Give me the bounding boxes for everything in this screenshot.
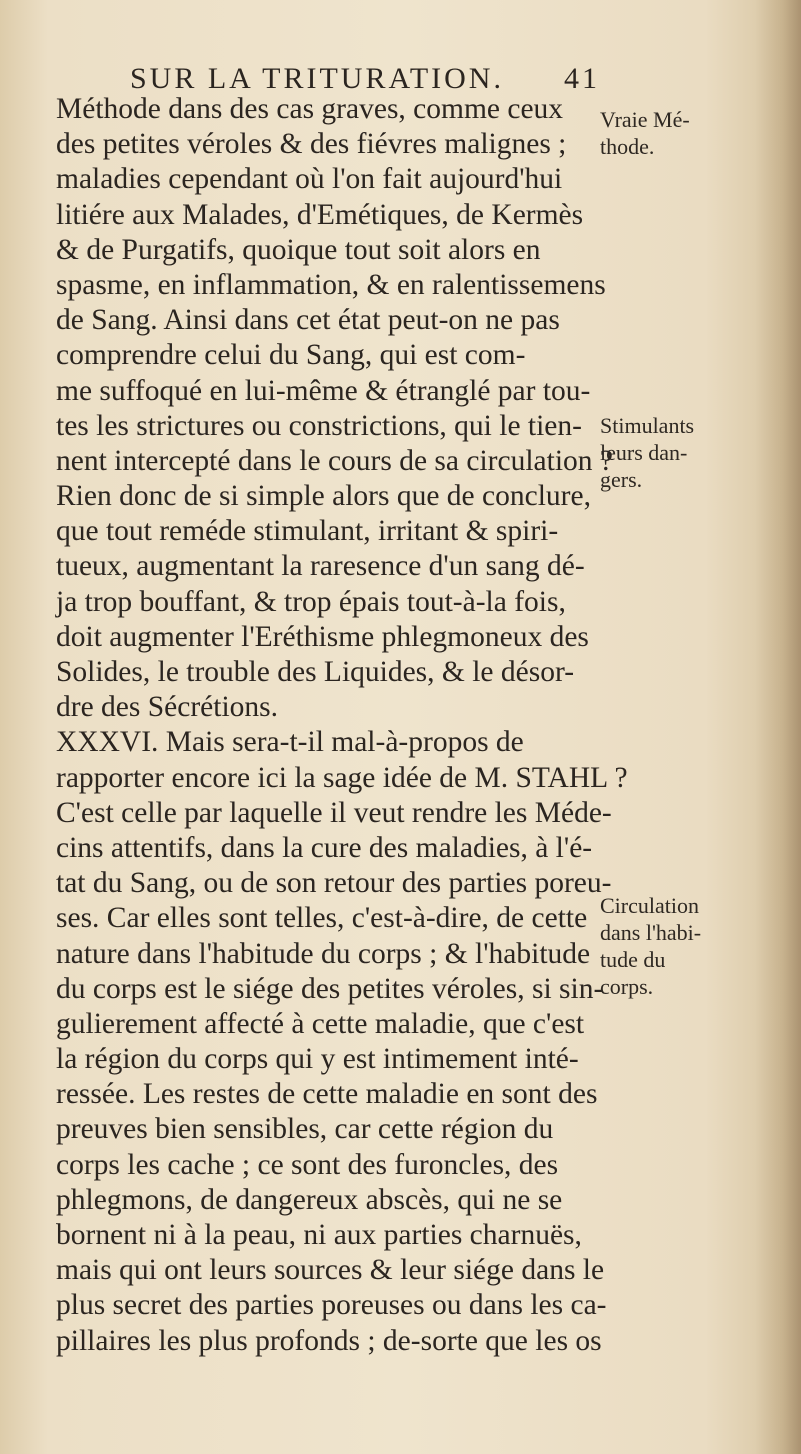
text-line: Rien donc de si simple alors que de conclure, [56, 480, 591, 513]
margin-note-line: Circulation [600, 893, 699, 918]
margin-note-line: gers. [600, 467, 643, 492]
text-line: de Sang. Ainsi dans cet état peut-on ne pas [56, 304, 560, 337]
margin-note-line: Stimulants [600, 413, 695, 438]
text-line: ressée. Les restes de cette maladie en sont des [56, 1078, 598, 1111]
text-line: tat du Sang, ou de son retour des parties poreu- [56, 867, 612, 900]
page-number: 41 [564, 62, 600, 95]
text-line: gulierement affecté à cette maladie, que c'est [56, 1007, 585, 1040]
text-line: C'est celle par laquelle il veut rendre les Méde- [56, 796, 612, 829]
text-line: des petites véroles & des fiévres malignes ; [56, 128, 567, 161]
text-line: corps les cache ; ce sont des furoncles, des [56, 1148, 559, 1181]
text-line: rapporter encore ici la sage idée de M. STAHL ? [56, 761, 628, 794]
text-line: bornent ni à la peau, ni aux parties charnuës, [56, 1219, 582, 1251]
margin-note-line: corps. [600, 974, 654, 999]
header-title: SUR LA TRITURATION. [130, 62, 504, 95]
text-line: ja trop bouffant, & trop épais tout-à-la fois, [56, 585, 566, 618]
text-line: doit augmenter l'Eréthisme phlegmoneux des [56, 620, 589, 653]
text-line: du corps est le siége des petites véroles, si sin- [56, 972, 604, 1005]
text-line: comprendre celui du Sang, qui est com- [56, 339, 526, 372]
text-line: litiére aux Malades, d'Emétiques, de Kermès [56, 198, 584, 231]
margin-note-circulation [600, 892, 800, 1000]
text-line: tes les strictures ou constrictions, qui le tien- [56, 409, 582, 442]
text-line: Solides, le trouble des Liquides, & le désor- [56, 656, 575, 688]
text-line: cins attentifs, dans la cure des maladies, à l'é- [56, 831, 593, 864]
text-line: tueux, augmentant la raresence d'un sang dé- [56, 550, 585, 583]
text-line: pillaires les plus profonds ; de-sorte que les os [56, 1324, 602, 1357]
text-line: nent intercepté dans le cours de sa circulation ? [56, 444, 613, 477]
margin-note-line: leurs dan- [600, 440, 688, 465]
margin-note-line: tude du [600, 947, 666, 972]
margin-note-stimulants [600, 412, 800, 493]
text-line: spasme, en inflammation, & en ralentissemens [56, 268, 606, 301]
text-line: maladies cependant où l'on fait aujourd'hui [56, 163, 563, 196]
margin-note-line: dans l'habi- [600, 920, 702, 945]
text-line: la région du corps qui y est intimement inté- [56, 1043, 579, 1076]
text-line: preuves bien sensibles, car cette région du [56, 1113, 554, 1146]
text-line: & de Purgatifs, quoique tout soit alors en [56, 233, 541, 266]
margin-note-line: Vraie Mé- [600, 107, 690, 132]
text-line: plus secret des parties poreuses ou dans les ca- [56, 1289, 607, 1322]
text-line: ses. Car elles sont telles, c'est-à-dire, de cette [56, 902, 588, 935]
page-edge-shadow [755, 0, 801, 1454]
section-start-line: XXXVI. Mais sera-t-il mal-à-propos de [56, 726, 524, 759]
text-line: Méthode dans des cas graves, comme ceux [56, 93, 564, 125]
text-line: nature dans l'habitude du corps ; & l'habitude [56, 937, 591, 970]
text-line: mais qui ont leurs sources & leur siége dans le [56, 1254, 605, 1287]
text-line: phlegmons, de dangereux abscès, qui ne se [56, 1183, 563, 1216]
text-line: dre des Sécrétions. [56, 691, 278, 724]
text-line: me suffoqué en lui-même & étranglé par tou- [56, 374, 591, 407]
margin-note-line: thode. [600, 134, 655, 159]
text-line: que tout reméde stimulant, irritant & spiri- [56, 515, 559, 548]
margin-note-methode [600, 106, 800, 160]
